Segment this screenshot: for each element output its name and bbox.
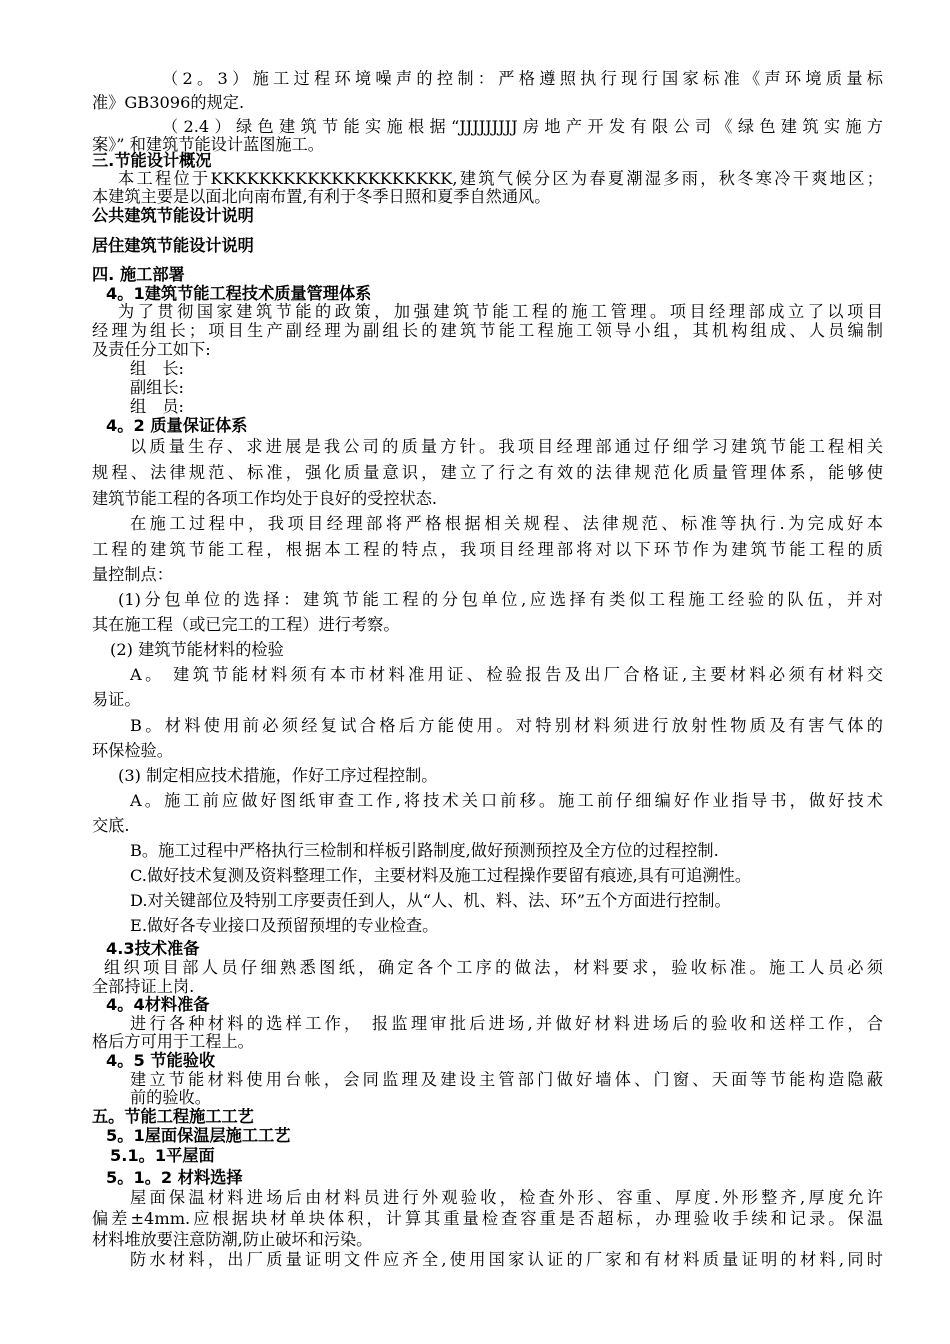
section-4-1-heading: 4。1建筑节能工程技术质量管理体系 (106, 284, 372, 303)
section-4-heading: 四. 施工部署 (92, 265, 185, 284)
team-leader-label: 组 长: (130, 359, 185, 378)
section-5-1-2-p1-line1: 屋面保温材料进场后由材料员进行外观验收，检查外形、容重、厚度.外形整齐,厚度允许 (130, 1188, 883, 1207)
section-3-heading: 三.节能设计概况 (92, 151, 212, 170)
section-4-4-line1: 进行各种材料的选样工作， 报监理审批后进场,并做好材料进场后的验收和送样工作，合 (130, 1014, 883, 1033)
section-4-1-line1: 为了贯彻国家建筑节能的政策，加强建筑节能工程的施工管理。项目经理部成立了以项目 (118, 302, 883, 321)
section-4-3-line1: 组织项目部人员仔细熟悉图纸，确定各个工序的做法，材料要求，验收标准。施工人员必须 (104, 958, 883, 977)
section-4-2-p1-line1: 以质量生存、求进展是我公司的质量方针。我项目经理部通过仔细学习建筑节能工程相关 (130, 437, 883, 456)
section-4-2-p1-line2: 规程、法律规范、标准，强化质量意识，建立了行之有效的法律规范化质量管理体系，能够使 (92, 463, 883, 482)
section-5-heading: 五。节能工程施工工艺 (92, 1107, 254, 1126)
section-5-1-2-p1-line3: 材料堆放要注意防潮,防止破坏和污染。 (92, 1230, 373, 1249)
section-4-1-line3: 及责任分工如下: (92, 340, 211, 359)
section-4-3-heading: 4.3技术准备 (106, 939, 200, 958)
section-5-1-2-p1-line2: 偏差±4mm.应根据块材单块体积，计算其重量检查容重是否超标，办理验收手续和记录。保温 (92, 1209, 883, 1228)
section-5-1-1-heading: 5.1。1平屋面 (110, 1146, 215, 1165)
item-2b-line2: 环保检验。 (92, 741, 173, 760)
item-3-heading: (3) 制定相应技术措施，作好工序过程控制。 (118, 766, 438, 785)
section-5-1-heading: 5。1屋面保温层施工工艺 (106, 1126, 291, 1145)
item-2-heading: (2) 建筑节能材料的检验 (110, 640, 284, 659)
section-3-line2: 本建筑主要是以面北向南布置,有利于冬季日照和夏季自然通风。 (92, 187, 551, 206)
section-4-5-line1: 建立节能材料使用台帐，会同监理及建设主管部门做好墙体、门窗、天面等节能构造隐蔽 (130, 1070, 883, 1089)
item-3e: E.做好各专业接口及预留预埋的专业检查。 (130, 916, 439, 935)
item-3b: B。施工过程中严格执行三检制和样板引路制度,做好预测预控及全方位的过程控制. (130, 841, 719, 860)
residential-building-heading: 居住建筑节能设计说明 (92, 236, 254, 255)
para-2-3-line1: （2。3）施工过程环境噪声的控制：严格遵照执行现行国家标准《声环境质量标 (162, 69, 883, 88)
item-3a-line2: 交底. (92, 816, 130, 835)
section-4-3-line2: 全部持证上岗. (92, 977, 195, 996)
team-member-label: 组 员: (130, 397, 185, 416)
section-4-2-p2-line2: 工程的建筑节能工程，根据本工程的特点，我项目经理部将对以下环节作为建筑节能工程的质 (92, 540, 883, 559)
public-building-heading: 公共建筑节能设计说明 (92, 206, 254, 225)
para-2-4-line1: （2.4）绿色建筑节能实施根据“JJJJJJJJJ房地产开发有限公司《绿色建筑实施方 (162, 117, 883, 136)
section-4-4-heading: 4。4材料准备 (106, 995, 210, 1014)
item-2a-line1: A。 建筑节能材料须有本市材料准用证、检验报告及出厂合格证,主要材料必须有材料交 (130, 665, 883, 684)
item-3d: D.对关键部位及特别工序要责任到人，从“人、机、料、法、环”五个方面进行控制。 (130, 891, 731, 910)
deputy-leader-label: 副组长: (130, 378, 185, 397)
para-2-3-line2: 准》GB3096的规定. (92, 93, 245, 112)
section-5-1-2-p2-line1: 防水材料，出厂质量证明文件应齐全,使用国家认证的厂家和有材料质量证明的材料,同时 (130, 1250, 883, 1269)
para-2-4-line2: 案》” 和建筑节能设计蓝图施工。 (92, 135, 324, 154)
section-4-2-p1-line3: 建筑节能工程的各项工作均处于良好的受控状态. (92, 489, 438, 508)
item-3c: C.做好技术复测及资料整理工作，主要材料及施工过程操作要留有痕迹,具有可追溯性。 (130, 866, 752, 885)
section-4-5-heading: 4。5 节能验收 (106, 1051, 216, 1070)
section-4-5-line2: 前的验收。 (130, 1088, 211, 1107)
section-5-1-2-heading: 5。1。2 材料选择 (106, 1168, 243, 1187)
item-1-line1: (1)分包单位的选择：建筑节能工程的分包单位,应选择有类似工程施工经验的队伍，并对 (118, 590, 883, 609)
section-3-line1: 本工程位于KKKKKKKKKKKKKKKKKKKK,建筑气候分区为春夏潮湿多雨，秋冬寒冷干爽地区； (118, 169, 883, 188)
item-2b-line1: B。材料使用前必须经复试合格后方能使用。对特别材料须进行放射性物质及有害气体的 (130, 716, 883, 735)
section-4-1-line2: 经理为组长；项目生产副经理为副组长的建筑节能工程施工领导小组，其机构组成、人员编制 (92, 321, 883, 340)
item-3a-line1: A。施工前应做好图纸审查工作,将技术关口前移。施工前仔细编好作业指导书，做好技术 (130, 791, 883, 810)
section-4-2-heading: 4。2 质量保证体系 (106, 416, 248, 435)
item-1-line2: 其在施工程（或已完工的工程）进行考察。 (92, 615, 400, 634)
section-4-4-line2: 格后方可用于工程上。 (92, 1032, 254, 1051)
section-4-2-p2-line1: 在施工过程中，我项目经理部将严格根据相关规程、法律规范、标准等执行.为完成好本 (130, 514, 883, 533)
section-4-2-p2-line3: 量控制点： (92, 565, 173, 584)
item-2a-line2: 易证。 (92, 690, 141, 709)
